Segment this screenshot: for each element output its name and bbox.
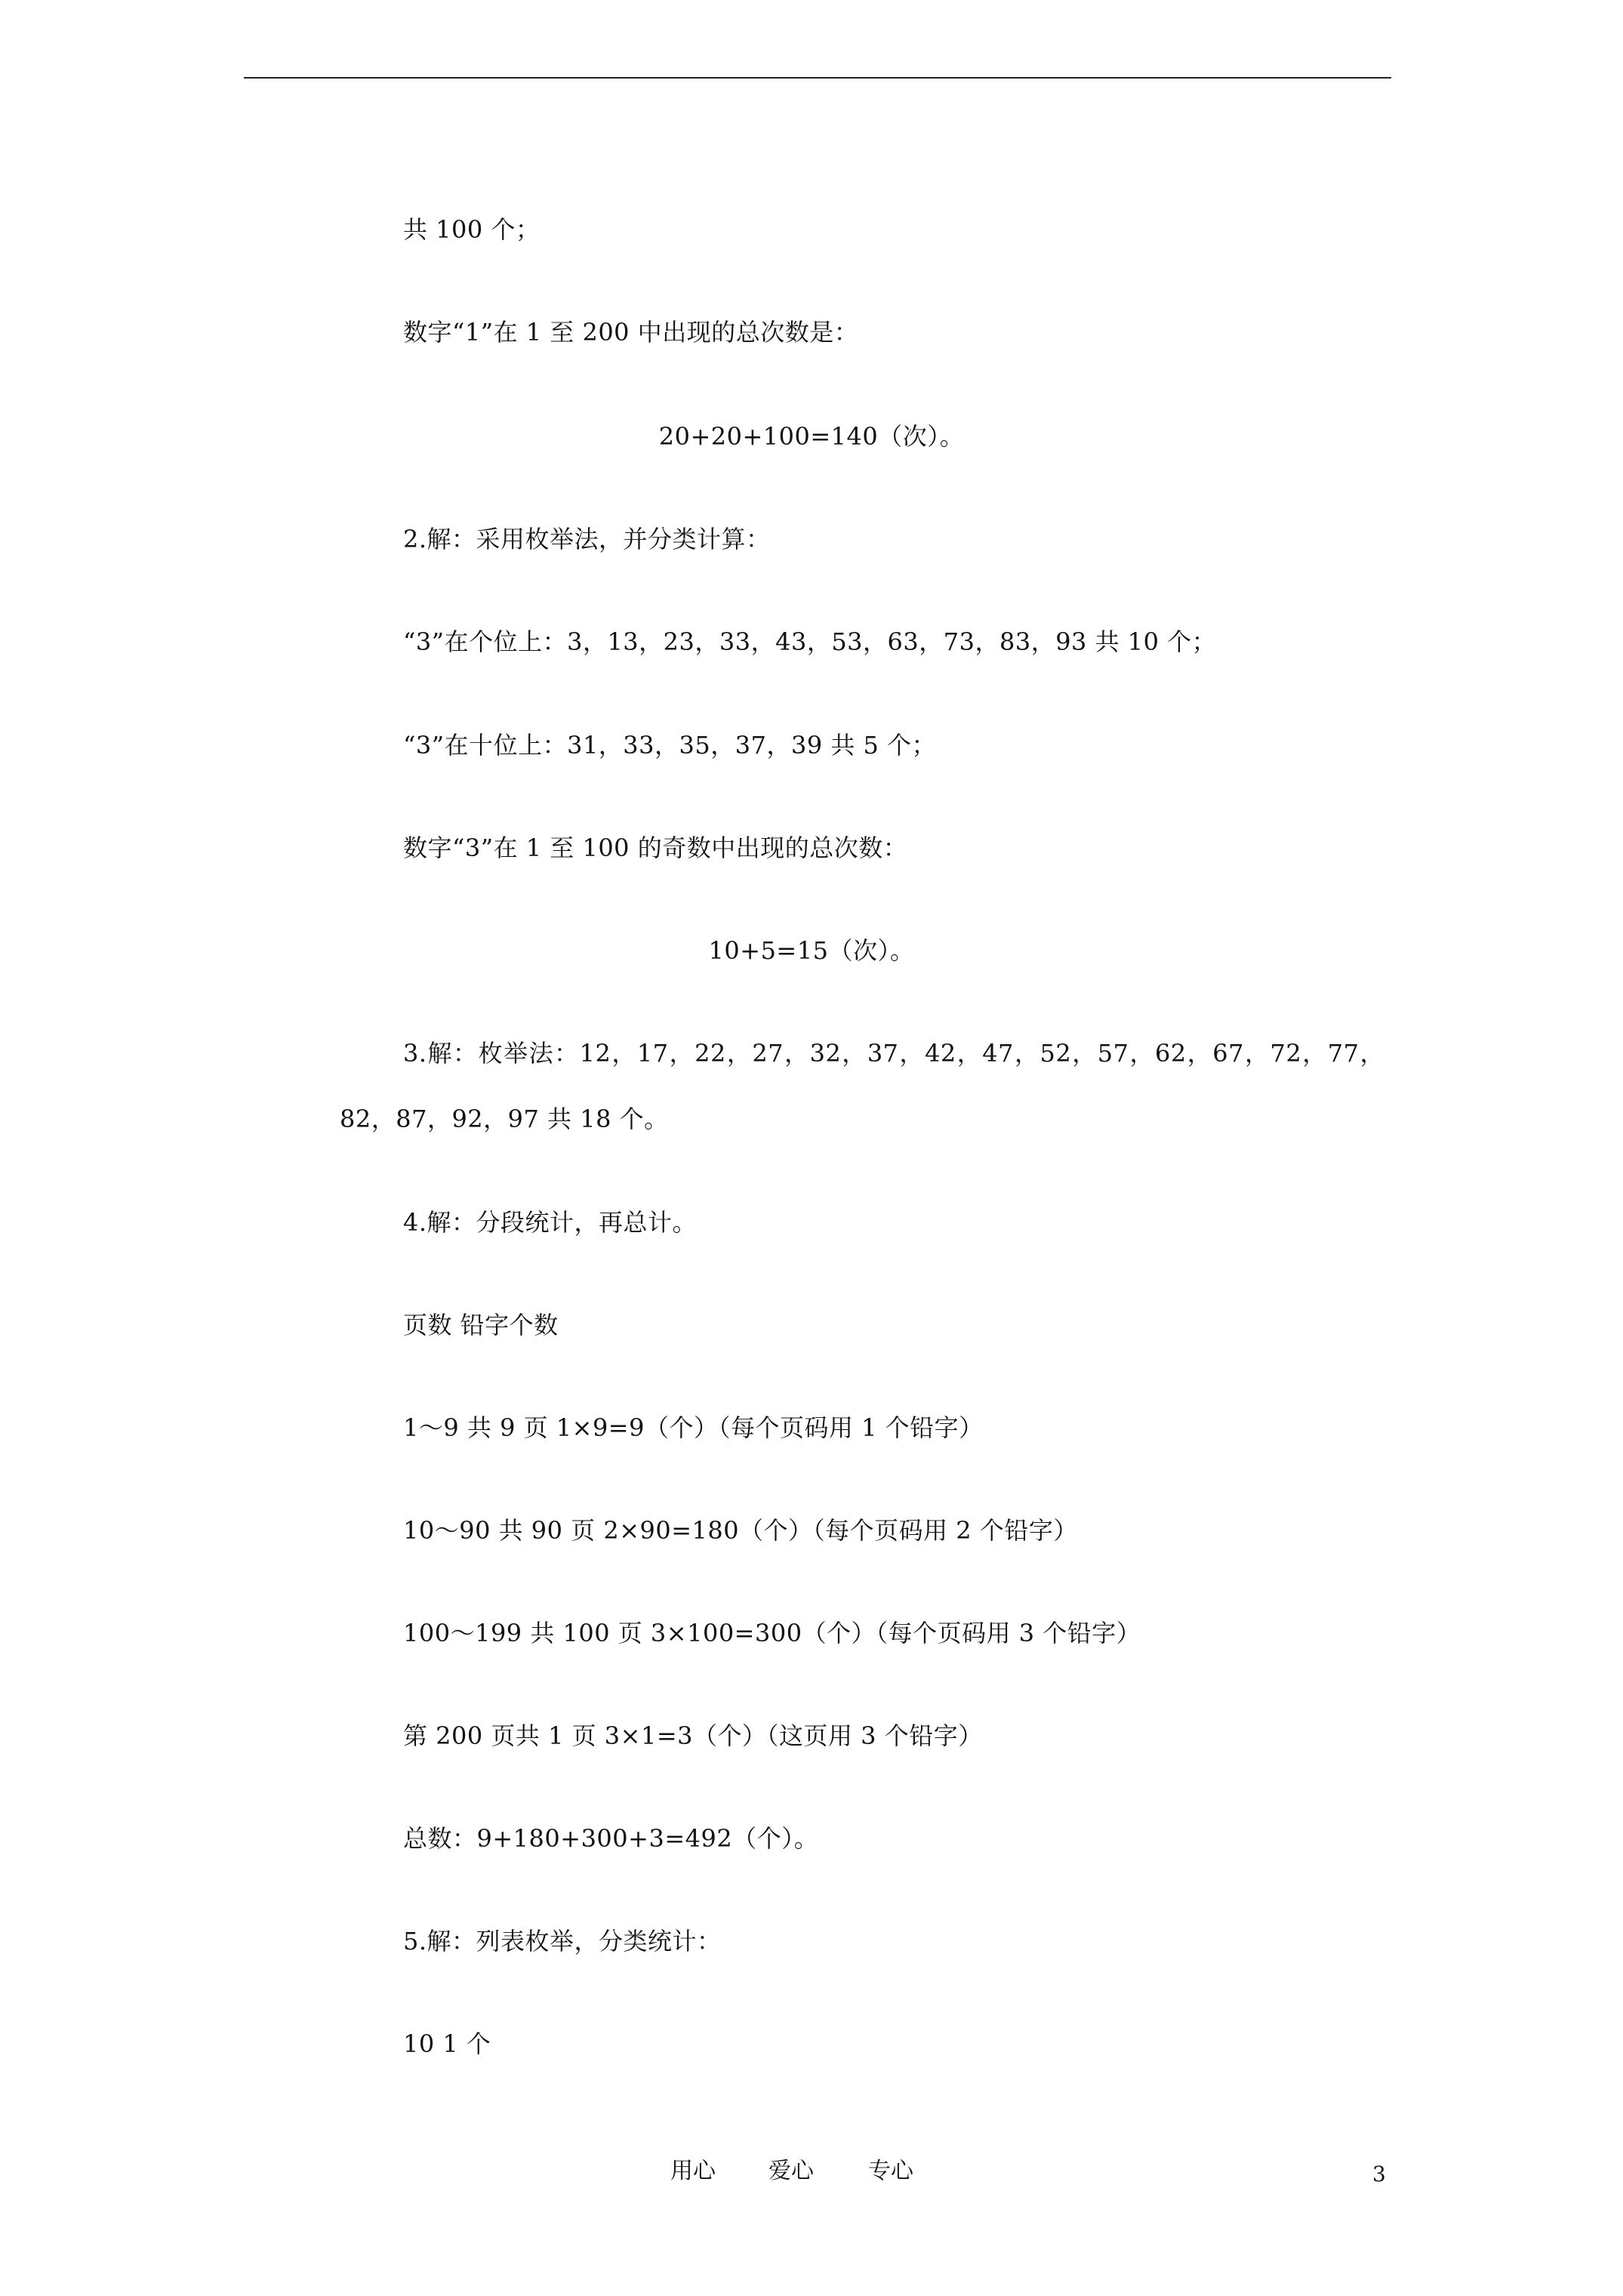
- text-line-solution-5: 5.解：列表枚举，分类统计：: [403, 1927, 722, 1955]
- text-line-ones-place: “3”在个位上：3，13，23，33，43，53，63，73，83，93 共 10 个；: [403, 627, 1217, 656]
- text-line-total: 总数：9+180+300+3=492（个）。: [403, 1824, 819, 1853]
- text-line-last: 10 1 个: [403, 2029, 491, 2058]
- footer-label-middle: 爱心: [768, 2158, 814, 2184]
- formula-line-2: 10+5=15（次）。: [708, 936, 915, 965]
- footer-label-right: 专心: [868, 2158, 913, 2184]
- text-line-1: 共 100 个；: [403, 215, 540, 244]
- text-line-tens-place: “3”在十位上：31，33，35，37，39 共 5 个；: [403, 731, 937, 760]
- text-line-solution-2: 2.解：采用枚举法，并分类计算：: [403, 525, 771, 553]
- table-header-line: 页数 铅字个数: [403, 1311, 559, 1339]
- table-row-3: 100～199 共 100 页 3×100=300（个）（每个页码用 3 个铅字）: [403, 1619, 1141, 1647]
- text-line-2: 数字“1”在 1 至 200 中出现的总次数是：: [403, 318, 859, 347]
- text-line-total-3: 数字“3”在 1 至 100 的奇数中出现的总次数：: [403, 834, 908, 862]
- header-rule: [244, 77, 1391, 79]
- table-row-4: 第 200 页共 1 页 3×1=3（个）（这页用 3 个铅字）: [403, 1721, 983, 1750]
- table-row-2: 10～90 共 90 页 2×90=180（个）（每个页码用 2 个铅字）: [403, 1516, 1078, 1545]
- formula-line-1: 20+20+100=140（次）。: [658, 422, 965, 451]
- table-row-1: 1～9 共 9 页 1×9=9（个）（每个页码用 1 个铅字）: [403, 1413, 984, 1442]
- text-line-solution-4: 4.解：分段统计，再总计。: [403, 1208, 698, 1237]
- text-line-solution-3-cont: 82，87，92，97 共 18 个。: [340, 1105, 669, 1133]
- footer-label-left: 用心: [670, 2158, 716, 2184]
- text-line-solution-3: 3.解：枚举法：12，17，22，27，32，37，42，47，52，57，62，67，72，77，: [403, 1039, 1384, 1068]
- page-number: 3: [1372, 2162, 1386, 2187]
